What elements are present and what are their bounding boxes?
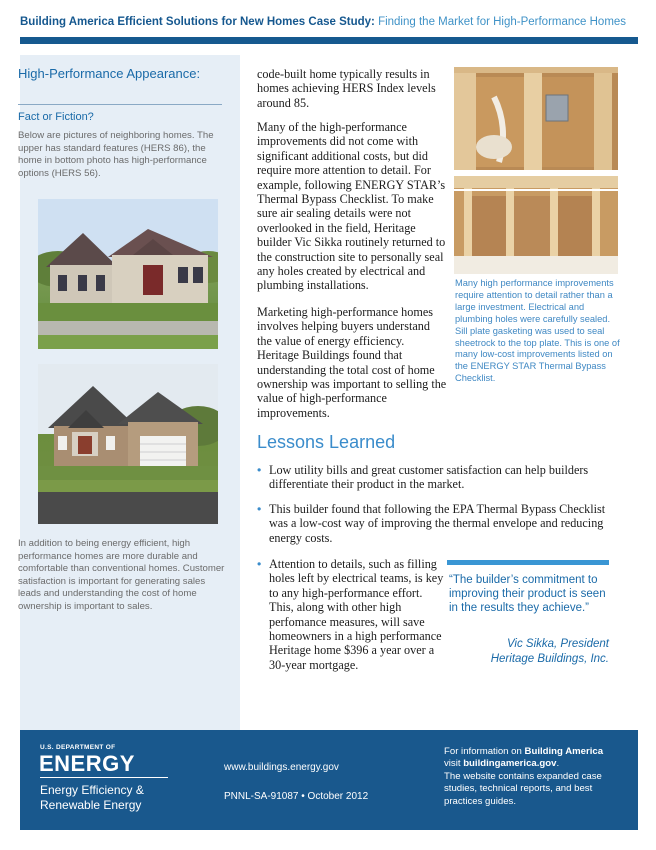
photo-caption: Many high performance improvements require attention to detail rather than a large investment. Electrical and plumbing holes were carefully sealed. Sill plate gasketing was used to seal sheetrock to the top plate. This is one of many low-cost improvements listed on the ENERGY STAR Thermal Bypass Checklist. [455, 278, 620, 384]
doe-energy-logo: ENERGY [39, 751, 135, 776]
pull-quote: “The builder’s commitment to improving their product is seen in the results they achieve.” [449, 574, 606, 614]
lesson-text-1: Low utility bills and great customer satisfaction can help builders differentiate their product in the market. [269, 463, 589, 492]
lesson-item-3 [257, 557, 447, 672]
bullet-icon: • [257, 502, 262, 516]
high-performance-home-photo [38, 364, 218, 524]
info-prefix: For information on [444, 746, 525, 757]
info-site-link[interactable]: buildingamerica.gov [463, 758, 557, 770]
info-visit: visit [444, 758, 464, 770]
electrical-box-photo [454, 67, 618, 170]
paragraph-2: Many of the high-performance improvements did not come with significant additional costs, but did require more attention to detail. For example, following ENERGY STAR’s Thermal Bypass Checklist. To make sure air sealing details were not overlooked in the field, Heritage builder Vic Sikka routinely returned to the construction site to personally seal any holes created by electrical and plumbing installations. [257, 120, 446, 293]
bullet-icon: • [257, 463, 262, 477]
info-rest: The website contains expanded case studies, technical reports, and best practices guides. [444, 770, 602, 807]
header-divider [20, 37, 638, 44]
footer-url-link[interactable]: www.buildings.energy.gov [224, 762, 339, 773]
info-period: . [556, 758, 560, 770]
quote-divider [447, 560, 609, 565]
footer-logo-divider [40, 777, 168, 778]
electrical-box-image [454, 67, 618, 170]
sidebar-title: High-Performance Appearance: [18, 66, 201, 81]
sill-plate-photo [454, 176, 618, 274]
header-title: Building America Efficient Solutions for New Homes Case Study: [20, 16, 375, 28]
quote-organization: Heritage Buildings, Inc. [490, 652, 609, 665]
sidebar-intro: Below are pictures of neighboring homes. The upper has standard features (HERS 86), the home in bottom photo has high-performance options (HERS 56). [18, 130, 214, 179]
eere-label: Energy Efficiency & Renewable Energy [40, 783, 144, 812]
sidebar-divider [18, 104, 222, 105]
standard-home-image [38, 199, 218, 349]
lesson-text-2: This builder found that following the EPA Thermal Bypass Checklist was a low-cost way of improving the thermal envelope and reducing energy costs. [269, 502, 606, 545]
lesson-item-2 [257, 502, 627, 545]
info-program: Building America [524, 746, 604, 757]
sidebar-subtitle: Fact or Fiction? [18, 111, 94, 123]
bullet-icon: • [257, 557, 262, 571]
sidebar-outro: In addition to being energy efficient, high performance homes are more durable and comfortable than conventional homes. Customer satisfaction is important for generating sales leads and understanding the cost of home ownership is important to sales. [18, 538, 225, 612]
lessons-heading: Lessons Learned [257, 432, 396, 452]
header-subtitle: Finding the Market for High-Performance Homes [378, 16, 627, 28]
footer [20, 730, 638, 830]
doe-department-label: U.S. DEPARTMENT OF [40, 744, 116, 751]
standard-home-photo [38, 199, 218, 349]
paragraph-1: code-built home typically results in homes achieving HERS Index levels around 85. [257, 67, 436, 110]
high-performance-home-image [38, 364, 218, 524]
lesson-item-1 [257, 463, 627, 492]
footer-info [444, 746, 624, 808]
sill-plate-image [454, 176, 618, 274]
page-header [20, 16, 626, 28]
publication-number: PNNL-SA-91087 • October 2012 [224, 791, 369, 802]
quote-attribution [447, 637, 609, 666]
quote-author: Vic Sikka, President [506, 638, 609, 650]
lesson-text-3: Attention to details, such as filling holes left by electrical teams, is key to any high-performance effort. This, along with other high perfomance measures, will save homeowners in a high performance Heritage home $396 a year over a 30-year mortgage. [269, 557, 444, 672]
paragraph-3: Marketing high-performance homes involves helping buyers understand the value of energy efficiency. Heritage Buildings found that understanding the total cost of home ownership was important to selling the value of high-performance improvements. [257, 305, 447, 420]
